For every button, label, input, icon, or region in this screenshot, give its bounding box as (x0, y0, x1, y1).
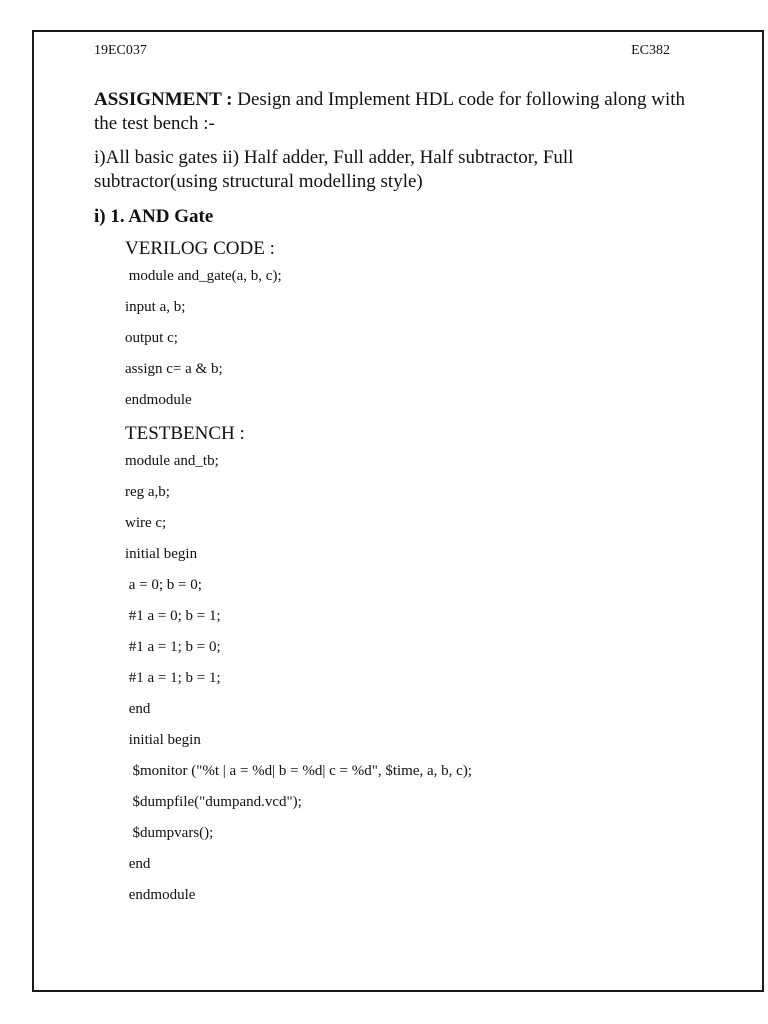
testbench-code-line: end (125, 856, 151, 872)
assignment-text: Design and Implement HDL code for following along with the test bench :- (94, 89, 686, 134)
assignment-label: ASSIGNMENT : (94, 89, 233, 110)
verilog-code-line: endmodule (125, 392, 192, 408)
testbench-code-line: module and_tb; (125, 453, 219, 469)
verilog-code-heading: VERILOG CODE : (125, 238, 275, 259)
header-student-id: 19EC037 (94, 43, 147, 58)
testbench-code-line: $monitor ("%t | a = %d| b = %d| c = %d", $time, a, b, c); (125, 763, 472, 779)
testbench-code-line: reg a,b; (125, 484, 170, 500)
testbench-heading: TESTBENCH : (125, 423, 245, 444)
section-title: i) 1. AND Gate (94, 206, 214, 227)
testbench-code-line: initial begin (125, 732, 201, 748)
verilog-code-line: module and_gate(a, b, c); (125, 268, 282, 284)
testbench-code-line: $dumpfile("dumpand.vcd"); (125, 794, 302, 810)
verilog-code-line: assign c= a & b; (125, 361, 223, 377)
assignment-content (94, 88, 694, 229)
assignment-statement (94, 88, 694, 136)
header-course-code: EC382 (631, 43, 670, 58)
code-block (125, 236, 685, 916)
testbench-code-line: initial begin (125, 546, 198, 562)
testbench-code-line: a = 0; b = 0; (125, 577, 202, 593)
testbench-code-line: wire c; (125, 515, 167, 531)
testbench-code-line: #1 a = 1; b = 1; (125, 670, 221, 686)
testbench-code-line: #1 a = 1; b = 0; (125, 639, 221, 655)
testbench-code-line: $dumpvars(); (125, 825, 214, 841)
assignment-tasks: i)All basic gates ii) Half adder, Full adder, Half subtractor, Full subtractor(using structural modelling style) (94, 147, 574, 192)
testbench-code-line: end (125, 701, 151, 717)
verilog-code-line: input a, b; (125, 299, 186, 315)
testbench-code-line: endmodule (125, 887, 196, 903)
testbench-code-line: #1 a = 0; b = 1; (125, 608, 221, 624)
verilog-code-line: output c; (125, 330, 178, 346)
